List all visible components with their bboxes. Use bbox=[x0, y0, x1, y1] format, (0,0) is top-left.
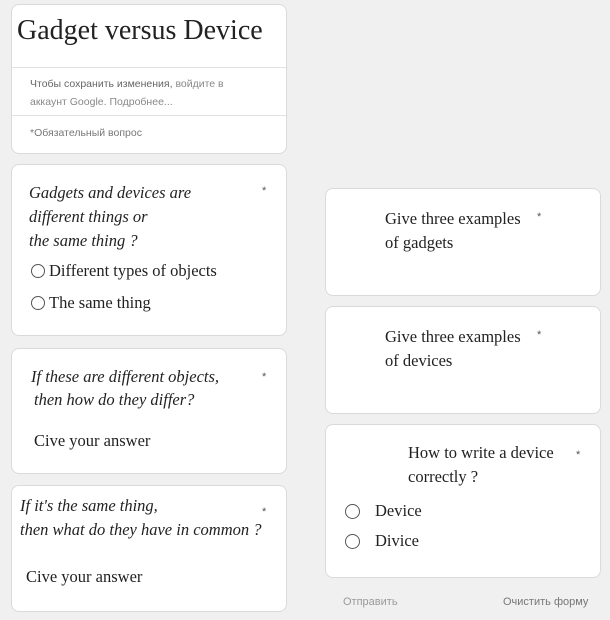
option-label: Divice bbox=[375, 531, 419, 550]
required-asterisk: * bbox=[262, 185, 267, 197]
question-line: If these are different objects, bbox=[31, 367, 220, 386]
radio-button[interactable] bbox=[31, 296, 45, 310]
required-asterisk: * bbox=[262, 371, 267, 383]
submit-button[interactable]: Отправить bbox=[343, 596, 398, 608]
question-line: Give three examples bbox=[385, 209, 521, 228]
option-device[interactable] bbox=[345, 501, 422, 521]
clear-form-button[interactable]: Очистить форму bbox=[503, 596, 589, 608]
answer-input-q2[interactable]: Cive your answer bbox=[34, 431, 151, 450]
question-line: of devices bbox=[385, 351, 453, 370]
radio-button[interactable] bbox=[345, 504, 360, 519]
signin-link[interactable]: войдите в bbox=[175, 78, 224, 90]
option-label: Device bbox=[375, 501, 422, 520]
signin-notice bbox=[30, 75, 224, 111]
question-text-q1 bbox=[29, 181, 191, 253]
question-text-q6 bbox=[408, 441, 554, 489]
question-line: correctly ? bbox=[408, 467, 479, 486]
answer-input-q3[interactable]: Cive your answer bbox=[26, 567, 143, 586]
question-text-q2 bbox=[31, 365, 219, 411]
header-divider-2 bbox=[12, 115, 286, 116]
question-text-q3 bbox=[20, 494, 262, 542]
question-line: How to write a device bbox=[408, 443, 554, 462]
option-label: Different types of objects bbox=[49, 261, 217, 280]
radio-button[interactable] bbox=[31, 264, 45, 278]
required-asterisk: * bbox=[537, 329, 542, 341]
form-title: Gadget versus Device bbox=[17, 15, 263, 46]
question-line: Give three examples bbox=[385, 327, 521, 346]
question-line: of gadgets bbox=[385, 233, 454, 252]
learn-more-link[interactable]: Подробнее... bbox=[109, 96, 173, 108]
question-card-q6 bbox=[325, 424, 601, 578]
required-asterisk: * bbox=[262, 506, 267, 518]
question-line: then how do they differ? bbox=[34, 390, 195, 409]
form-header-card bbox=[11, 4, 287, 154]
question-line: then what do they have in common ? bbox=[20, 520, 262, 539]
question-card-q2 bbox=[11, 348, 287, 474]
question-card-q1 bbox=[11, 164, 287, 336]
header-divider bbox=[12, 67, 286, 68]
required-asterisk: * bbox=[576, 449, 581, 461]
option-label: The same thing bbox=[49, 293, 151, 312]
question-line: the same thing ? bbox=[29, 231, 138, 250]
question-card-q5 bbox=[325, 306, 601, 414]
question-line: Gadgets and devices are bbox=[29, 183, 192, 202]
google-account-link[interactable]: аккаунт Google. bbox=[30, 96, 107, 108]
option-same-thing[interactable] bbox=[31, 293, 151, 313]
question-text-q4 bbox=[385, 207, 521, 255]
signin-notice-text: Чтобы сохранить изменения, bbox=[30, 78, 173, 90]
question-card-q4 bbox=[325, 188, 601, 296]
option-different-types[interactable] bbox=[31, 261, 217, 281]
question-text-q5 bbox=[385, 325, 521, 373]
radio-button[interactable] bbox=[345, 534, 360, 549]
question-line: If it's the same thing, bbox=[20, 496, 158, 515]
required-asterisk: * bbox=[537, 211, 542, 223]
question-line: different things or bbox=[29, 207, 148, 226]
option-divice[interactable] bbox=[345, 531, 419, 551]
required-note: *Обязательный вопрос bbox=[30, 127, 142, 139]
question-card-q3 bbox=[11, 485, 287, 612]
